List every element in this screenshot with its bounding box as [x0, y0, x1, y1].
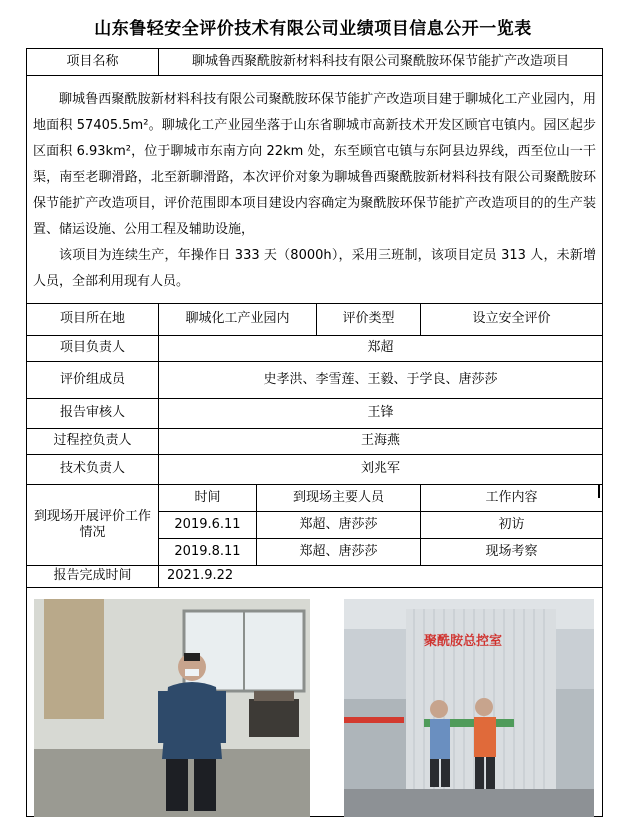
onsite-photo-office — [34, 599, 310, 817]
leader-label: 项目负责人 — [27, 336, 159, 362]
onsite-header-date: 时间 — [159, 485, 257, 512]
row-members — [27, 362, 603, 399]
row-reviewer — [27, 399, 603, 429]
onsite-header-work: 工作内容 — [421, 485, 603, 512]
office-photo-illustration — [34, 599, 310, 817]
process-label: 过程控负责人 — [27, 429, 159, 455]
tech-label: 技术负责人 — [27, 455, 159, 485]
process-value: 王海燕 — [159, 429, 603, 455]
row-project-name — [27, 49, 603, 76]
document-title: 山东鲁轻安全评价技术有限公司业绩项目信息公开一览表 — [94, 19, 532, 39]
row-completion — [27, 566, 603, 588]
row-leader — [27, 336, 603, 362]
completion-value: 2021.9.22 — [159, 566, 603, 588]
onsite-label: 到现场开展评价工作情况 — [27, 485, 159, 566]
project-name-value: 聊城鲁西聚酰胺新材料科技有限公司聚酰胺环保节能扩产改造项目 — [159, 49, 603, 76]
onsite-people: 郑超、唐莎莎 — [257, 539, 421, 566]
completion-label: 报告完成时间 — [27, 566, 159, 588]
leader-value: 郑超 — [159, 336, 603, 362]
type-value: 设立安全评价 — [421, 304, 603, 336]
row-tech — [27, 455, 603, 485]
members-value: 史孝洪、李雪莲、王毅、于学良、唐莎莎 — [159, 362, 603, 399]
members-label: 评价组成员 — [27, 362, 159, 399]
row-onsite-header — [27, 485, 603, 512]
onsite-photo-building — [344, 599, 594, 817]
text-cursor — [598, 484, 600, 498]
row-location — [27, 304, 603, 336]
reviewer-value: 王锋 — [159, 399, 603, 429]
row-project-description — [27, 76, 603, 304]
project-description — [27, 76, 603, 304]
location-label: 项目所在地 — [27, 304, 159, 336]
type-label: 评价类型 — [317, 304, 421, 336]
row-process — [27, 429, 603, 455]
tech-value: 刘兆军 — [159, 455, 603, 485]
onsite-work: 初访 — [421, 512, 603, 539]
location-value: 聊城化工产业园内 — [159, 304, 317, 336]
project-name-label: 项目名称 — [27, 49, 159, 76]
description-paragraph-1: 聊城鲁西聚酰胺新材料科技有限公司聚酰胺环保节能扩产改造项目建于聊城化工产业园内，用地面积 57405.5m²。聊城化工产业园坐落于山东省聊城市高新技术开发区顾官屯镇内。园区起步区面积 6.93km²，位于聊城市东南方向 22km 处，东至顾官屯镇与东阿县边界线，西至位山一干渠，南至老聊滑路，北至新聊滑路，本次评价对象为聊城鲁西聚酰胺新材料科技有限公司聚酰胺环保节能扩产改造项目，评价范围即本项目建设内容确定为聚酰胺环保节能扩产改造项目的的生产装置、储运设施、公用工程及辅助设施， — [33, 91, 597, 237]
onsite-date: 2019.8.11 — [159, 539, 257, 566]
onsite-work: 现场考察 — [421, 539, 603, 566]
onsite-date: 2019.6.11 — [159, 512, 257, 539]
building-photo-illustration — [344, 599, 594, 817]
reviewer-label: 报告审核人 — [27, 399, 159, 429]
onsite-header-people: 到现场主要人员 — [257, 485, 421, 512]
description-paragraph-2: 该项目为连续生产，年操作日 333 天（8000h），采用三班制，该项目定员 313 人，未新增人员，全部利用现有人员。 — [33, 247, 597, 289]
onsite-people: 郑超、唐莎莎 — [257, 512, 421, 539]
building-sign-text: 聚酰胺总控室 — [424, 634, 503, 649]
